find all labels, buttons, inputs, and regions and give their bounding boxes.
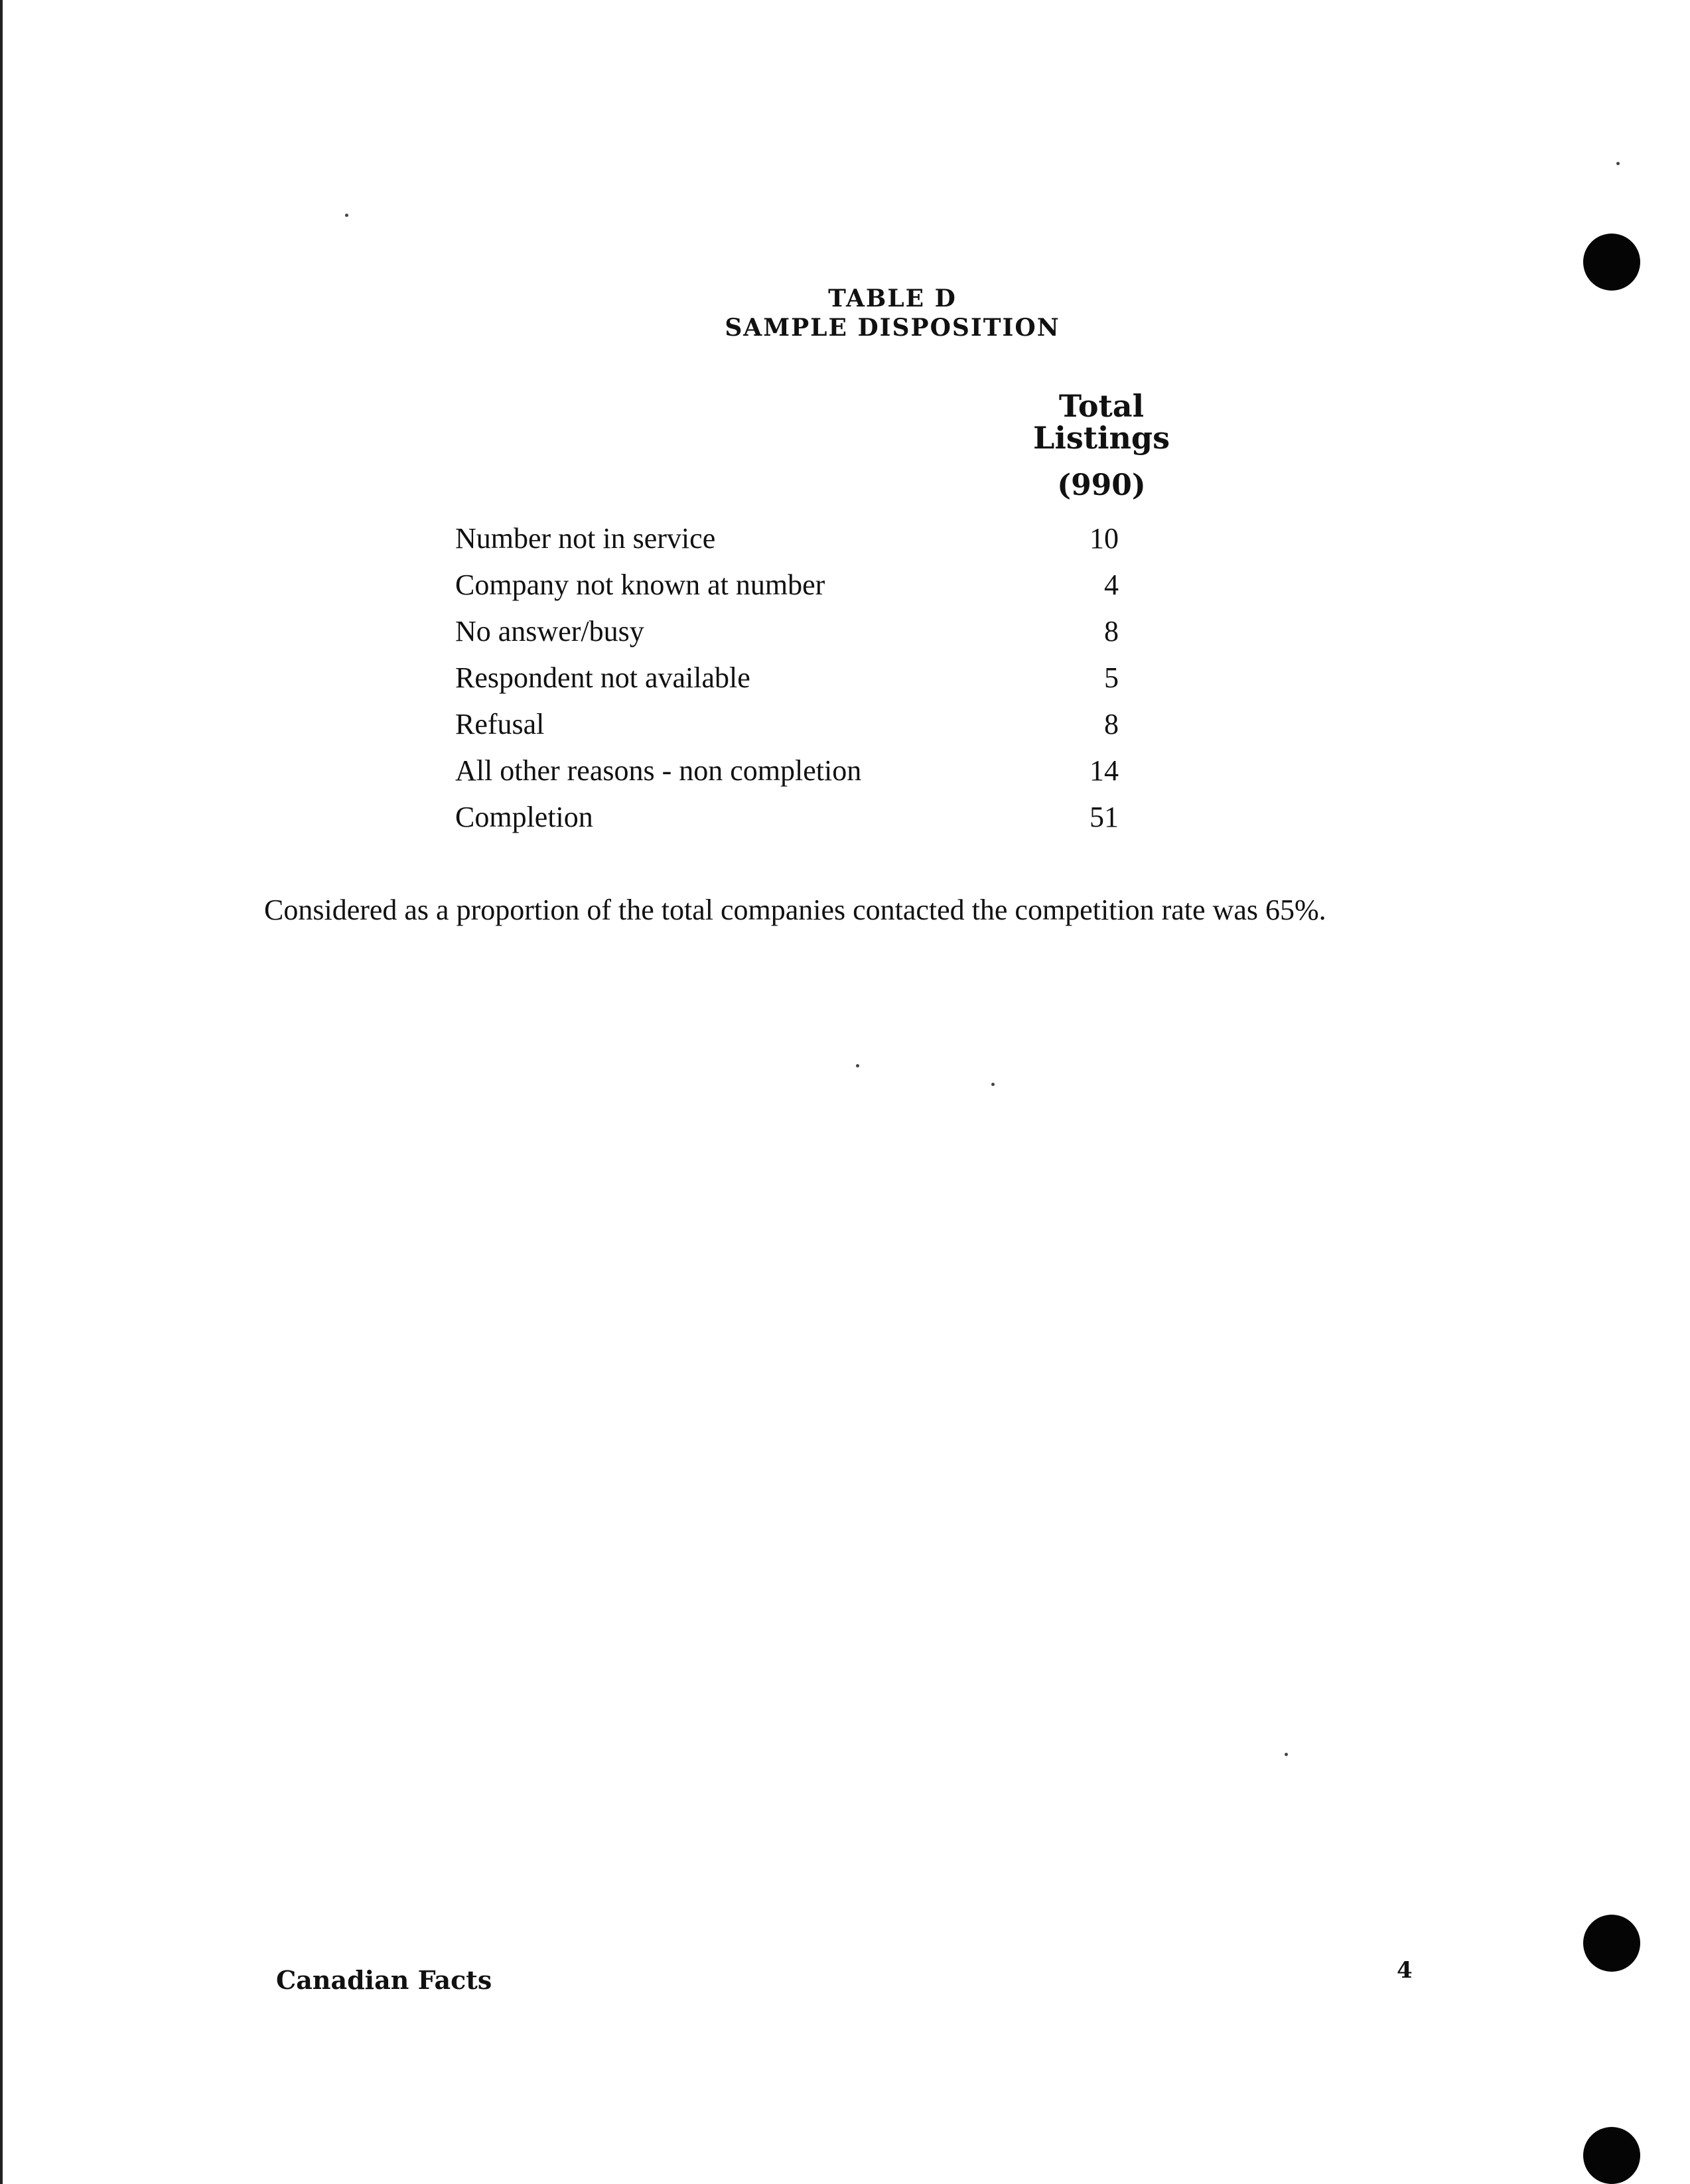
row-value: 8	[1104, 614, 1119, 648]
table-title: TABLE D	[828, 285, 957, 312]
row-value: 51	[1090, 800, 1119, 833]
table-row	[455, 608, 1152, 654]
row-value: 8	[1104, 707, 1119, 740]
row-label: All other reasons - non completion	[455, 754, 862, 787]
scan-speck	[345, 214, 348, 217]
summary-paragraph: Considered as a proportion of the total companies contacted the competition rate was 65%.	[264, 894, 1326, 926]
column-base: (990)	[1057, 468, 1146, 502]
disposition-table	[455, 515, 1152, 840]
table-subtitle: SAMPLE DISPOSITION	[725, 314, 1060, 342]
scan-speck	[1616, 162, 1620, 165]
row-label: Number not in service	[455, 521, 716, 555]
row-label: Refusal	[455, 707, 545, 740]
footer-organization: Canadian Facts	[276, 1965, 492, 1995]
table-row	[455, 561, 1152, 608]
row-label: Respondent not available	[455, 661, 750, 694]
punch-hole-top	[1583, 234, 1640, 291]
scan-speck	[856, 1064, 859, 1067]
table-row	[455, 515, 1152, 561]
column-header-line2: Listings	[1033, 420, 1170, 456]
table-row	[455, 747, 1152, 793]
punch-hole-middle	[1583, 1915, 1640, 1972]
row-label: Company not known at number	[455, 568, 825, 601]
column-header	[1002, 390, 1201, 454]
row-value: 10	[1090, 521, 1119, 555]
scan-speck	[991, 1083, 995, 1086]
column-header-line1: Total	[1058, 388, 1145, 424]
scan-edge	[0, 0, 3, 2184]
scan-speck	[1285, 1753, 1288, 1756]
table-row	[455, 654, 1152, 701]
row-label: Completion	[455, 800, 593, 833]
row-value: 14	[1090, 754, 1119, 787]
table-row	[455, 793, 1152, 840]
table-heading	[664, 284, 1121, 342]
row-value: 5	[1104, 661, 1119, 694]
row-value: 4	[1104, 568, 1119, 601]
row-label: No answer/busy	[455, 614, 644, 648]
table-row	[455, 701, 1152, 747]
page-number: 4	[1397, 1957, 1413, 1984]
punch-hole-bottom	[1583, 2127, 1640, 2184]
